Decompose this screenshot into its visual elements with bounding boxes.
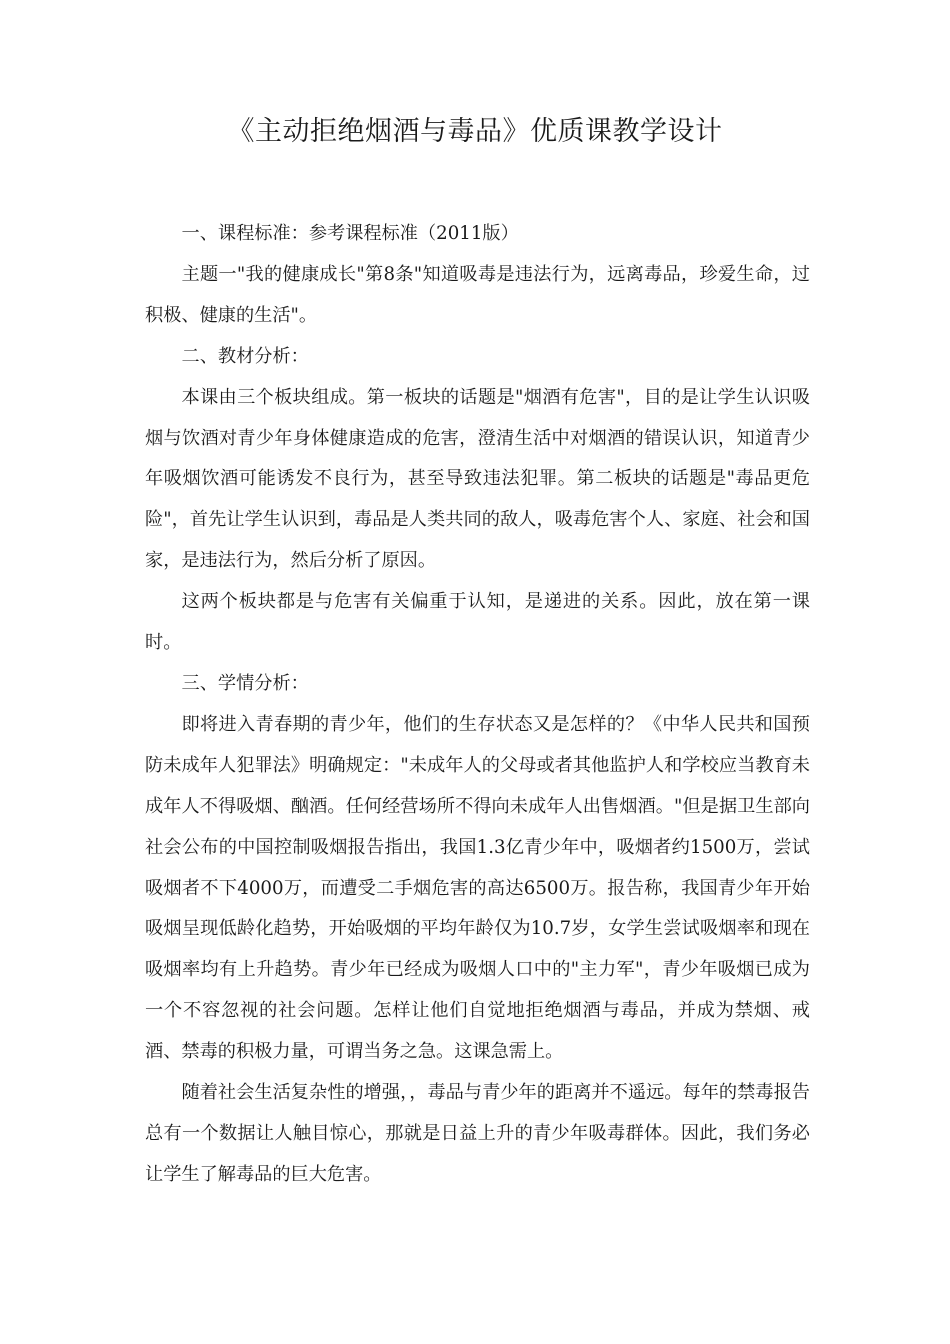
section-heading-student-analysis: 三、学情分析： (181, 672, 309, 694)
section-heading-curriculum-standard: 一、课程标准：参考课程标准（2011版） (181, 223, 519, 244)
paragraph-textbook-analysis: 本课由三个板块组成。第一板块的话题是"烟酒有危害"，目的是让学生认识吸烟与饮酒对青少年身体健康造成的危害，澄清生活中对烟酒的错误认识，知道青少年吸烟饮酒可能诱发不良行为，甚至导致违法犯罪。第二板块的话题是"毒品更危险"，首先让学生认识到，毒品是人类共同的敌人，吸毒危害个人、家庭、社会和国家，是违法行为，然后分析了原因。 (145, 386, 810, 572)
paragraph-drug-awareness: 随着社会生活复杂性的增强，，毒品与青少年的距离并不遥远。每年的禁毒报告总有一个数据让人触目惊心，那就是日益上升的青少年吸毒群体。因此，我们务必让学生了解毒品的巨大危害。 (145, 1082, 810, 1185)
paragraph-lesson-arrangement: 这两个板块都是与危害有关偏重于认知，是递进的关系。因此，放在第一课时。 (145, 591, 810, 654)
document-title: 《主动拒绝烟酒与毒品》优质课教学设计 (227, 116, 723, 147)
paragraph-theme: 主题一"我的健康成长"第8条"知道吸毒是违法行为，远离毒品，珍爱生命，过积极、健康的生活"。 (145, 263, 810, 326)
paragraph-student-analysis: 即将进入青春期的青少年，他们的生存状态又是怎样的？《中华人民共和国预防未成年人犯罪法》明确规定："未成年人的父母或者其他监护人和学校应当教育未成年人不得吸烟、酗酒。任何经营场所不得向未成年人出售烟酒。"但是据卫生部向社会公布的中国控制吸烟报告指出，我国1.3亿青少年中，吸烟者约1500万，尝试吸烟者不下4000万，而遭受二手烟危害的高达6500万。报告称，我国青少年开始吸烟呈现低龄化趋势，开始吸烟的平均年龄仅为10.7岁，女学生尝试吸烟率和现在吸烟率均有上升趋势。青少年已经成为吸烟人口中的"主力军"，青少年吸烟已成为一个不容忽视的社会问题。怎样让他们自觉地拒绝烟酒与毒品，并成为禁烟、戒酒、禁毒的积极力量，可谓当务之急。这课急需上。 (145, 713, 810, 1063)
document-body (145, 214, 810, 1196)
section-heading-textbook-analysis: 二、教材分析： (181, 345, 309, 367)
